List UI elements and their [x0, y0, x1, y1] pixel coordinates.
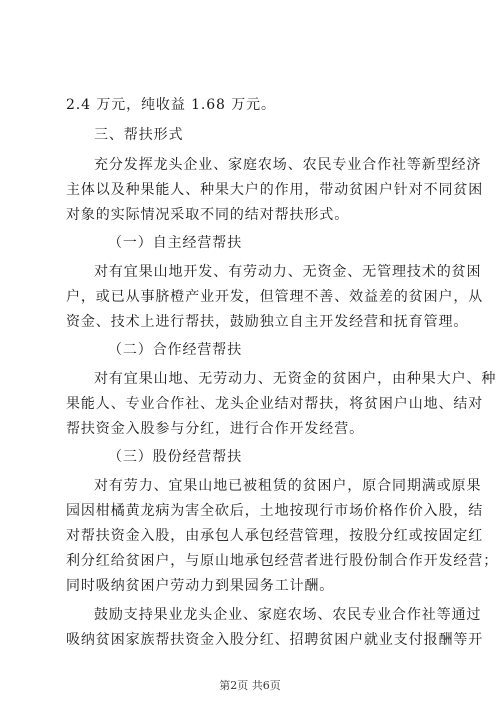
subheading-cooperative: （二）合作经营帮扶: [108, 342, 243, 358]
paragraph-shareholding-line-4: 利分红给贫困户，与原山地承包经营者进行股份制合作开发经营；: [66, 553, 499, 569]
body-line-continuation: 2.4 万元，纯收益 1.68 万元。: [66, 97, 276, 113]
paragraph-shareholding-line-2: 园因柑橘黄龙病为害全砍后，土地按现行市场价格作价入股，结: [66, 503, 484, 519]
paragraph-shareholding-line-3: 对帮扶资金入股，由承包人承包经营管理，按股分红或按固定红: [66, 528, 484, 544]
paragraph-intro-line-2: 主体以及种果能人、种果大户的作用，带动贫困户针对不同贫困: [66, 182, 484, 198]
paragraph-self-operated-line-2: 户，或已从事脐橙产业开发，但管理不善、效益差的贫困户，从: [66, 289, 484, 305]
paragraph-cooperative-line-3: 帮扶资金入股参与分红，进行合作开发经营。: [66, 421, 364, 437]
paragraph-cooperative-line-2: 果能人、专业合作社、龙头企业结对帮扶，将贫困户山地、结对: [66, 396, 484, 412]
paragraph-encourage-line-1: 鼓励支持果业龙头企业、家庭农场、农民专业合作社等通过: [94, 607, 482, 623]
subheading-self-operated: （一）自主经营帮扶: [108, 235, 243, 251]
paragraph-intro-line-1: 充分发挥龙头企业、家庭农场、农民专业合作社等新型经济: [94, 157, 482, 173]
page-number-footer: 第2页 共6页: [219, 679, 281, 692]
paragraph-self-operated-line-1: 对有宜果山地开发、有劳动力、无资金、无管理技术的贫困: [94, 264, 482, 280]
paragraph-encourage-line-2: 吸纳贫困家族帮扶资金入股分红、招聘贫困户就业支付报酬等开: [66, 632, 484, 648]
subheading-shareholding: （三）股份经营帮扶: [108, 449, 243, 465]
paragraph-cooperative-line-1: 对有宜果山地、无劳动力、无资金的贫困户，由种果大户、种: [94, 371, 497, 387]
paragraph-self-operated-line-3: 资金、技术上进行帮扶，鼓励独立自主开发经营和抚育管理。: [66, 314, 469, 330]
paragraph-shareholding-line-1: 对有劳力、宜果山地已被租赁的贫困户，原合同期满或原果: [94, 478, 482, 494]
paragraph-intro-line-3: 对象的实际情况采取不同的结对帮扶形式。: [66, 207, 350, 223]
paragraph-shareholding-line-5: 同时吸纳贫困户劳动力到果园务工计酬。: [66, 578, 335, 594]
section-heading-assistance-forms: 三、帮扶形式: [94, 127, 184, 143]
